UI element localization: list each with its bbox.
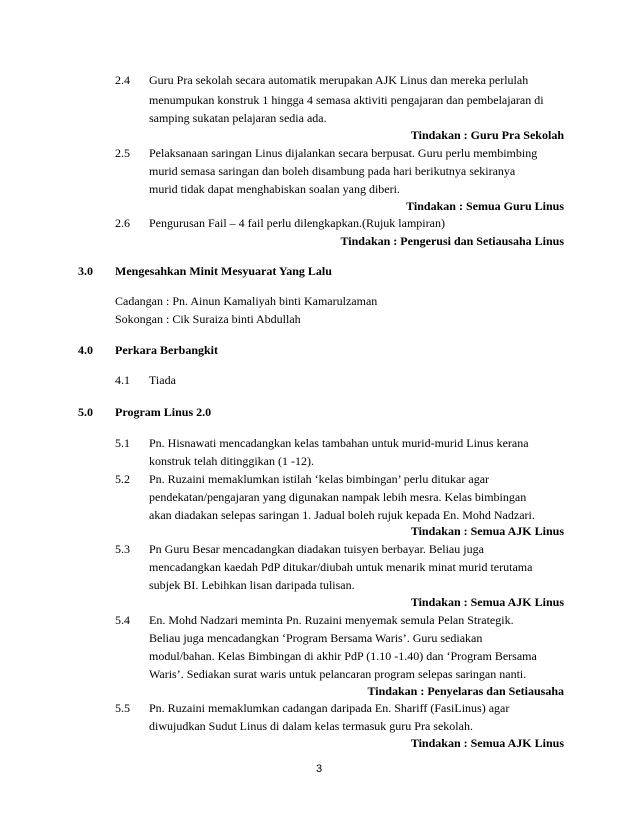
section-number: 5.0 (78, 405, 93, 419)
item-text: pendekatan/pengajaran yang digunakan nampak lebih mesra. Kelas bimbingan (149, 490, 527, 504)
action-line: Tindakan : Penyelaras dan Setiausaha (367, 684, 564, 698)
item-text: Pn. Ruzaini memaklumkan cadangan daripada En. Shariff (FasiLinus) agar (149, 701, 510, 715)
item-number: 5.5 (115, 701, 130, 715)
item-text: murid tidak dapat menghabiskan soalan yang diberi. (149, 182, 400, 196)
item-number: 5.4 (115, 613, 130, 627)
action-line: Tindakan : Guru Pra Sekolah (410, 128, 564, 142)
item-text: mencadangkan kaedah PdP ditukar/diubah untuk menarik minat murid terutama (149, 560, 533, 574)
item-text: Pn. Hisnawati mencadangkan kelas tambahan untuk murid-murid Linus kerana (149, 436, 529, 450)
sokongan-line: Sokongan : Cik Suraiza binti Abdullah (115, 312, 301, 326)
item-number: 5.1 (115, 436, 130, 450)
action-line: Tindakan : Pengerusi dan Setiausaha Linus (340, 234, 564, 248)
section-number: 4.0 (78, 343, 93, 357)
item-text: subjek BI. Lebihkan lisan daripada tulisan. (149, 578, 355, 592)
action-line: Tindakan : Semua AJK Linus (410, 524, 564, 538)
item-text: menumpukan konstruk 1 hingga 4 semasa aktiviti pengajaran dan pembelajaran di (149, 93, 544, 107)
item-text: murid semasa saringan dan boleh disambung pada hari berikutnya sekiranya (149, 164, 516, 178)
item-text: Waris’. Sediakan surat waris untuk pelancaran program selepas saringan nanti. (149, 667, 527, 681)
section-number: 3.0 (78, 264, 93, 278)
item-text: samping sukatan pelajaran sedia ada. (149, 111, 327, 125)
item-text: konstruk telah ditinggikan (1 -12). (149, 454, 314, 468)
section-title: Perkara Berbangkit (115, 343, 218, 357)
item-text: diwujudkan Sudut Linus di dalam kelas termasuk guru Pra sekolah. (149, 719, 473, 733)
item-text: Beliau juga mencadangkan ‘Program Bersama Waris’. Guru sediakan (149, 631, 483, 645)
section-title: Program Linus 2.0 (115, 405, 212, 419)
item-text: En. Mohd Nadzari meminta Pn. Ruzaini menyemak semula Pelan Strategik. (149, 613, 514, 627)
action-line: Tindakan : Semua Guru Linus (406, 199, 564, 213)
action-line: Tindakan : Semua AJK Linus (410, 595, 564, 609)
item-number: 5.2 (115, 472, 130, 486)
cadangan-line: Cadangan : Pn. Ainun Kamaliyah binti Kamarulzaman (115, 294, 378, 308)
item-text: Pn Guru Besar mencadangkan diadakan tuisyen berbayar. Beliau juga (149, 542, 484, 556)
item-text: akan diadakan selepas saringan 1. Jadual boleh rujuk kepada En. Mohd Nadzari. (149, 508, 535, 522)
item-text: Pengurusan Fail – 4 fail perlu dilengkapkan.(Rujuk lampiran) (149, 216, 445, 230)
page-number: 3 (315, 763, 323, 775)
item-number: 2.5 (115, 146, 130, 160)
section-title: Mengesahkan Minit Mesyuarat Yang Lalu (115, 264, 332, 278)
item-text: Pn. Ruzaini memaklumkan istilah ‘kelas bimbingan’ perlu ditukar agar (149, 472, 490, 486)
item-text: Guru Pra sekolah secara automatik merupakan AJK Linus dan mereka perlulah (149, 73, 529, 87)
item-text: modul/bahan. Kelas Bimbingan di akhir PdP (1.10 -1.40) dan ‘Program Bersama (149, 649, 537, 663)
item-number: 4.1 (115, 373, 130, 387)
item-number: 2.6 (115, 216, 130, 230)
item-number: 5.3 (115, 542, 130, 556)
item-number: 2.4 (115, 73, 130, 87)
item-text: Pelaksanaan saringan Linus dijalankan secara berpusat. Guru perlu membimbing (149, 146, 538, 160)
item-text: Tiada (149, 373, 176, 387)
action-line: Tindakan : Semua AJK Linus (410, 736, 564, 750)
